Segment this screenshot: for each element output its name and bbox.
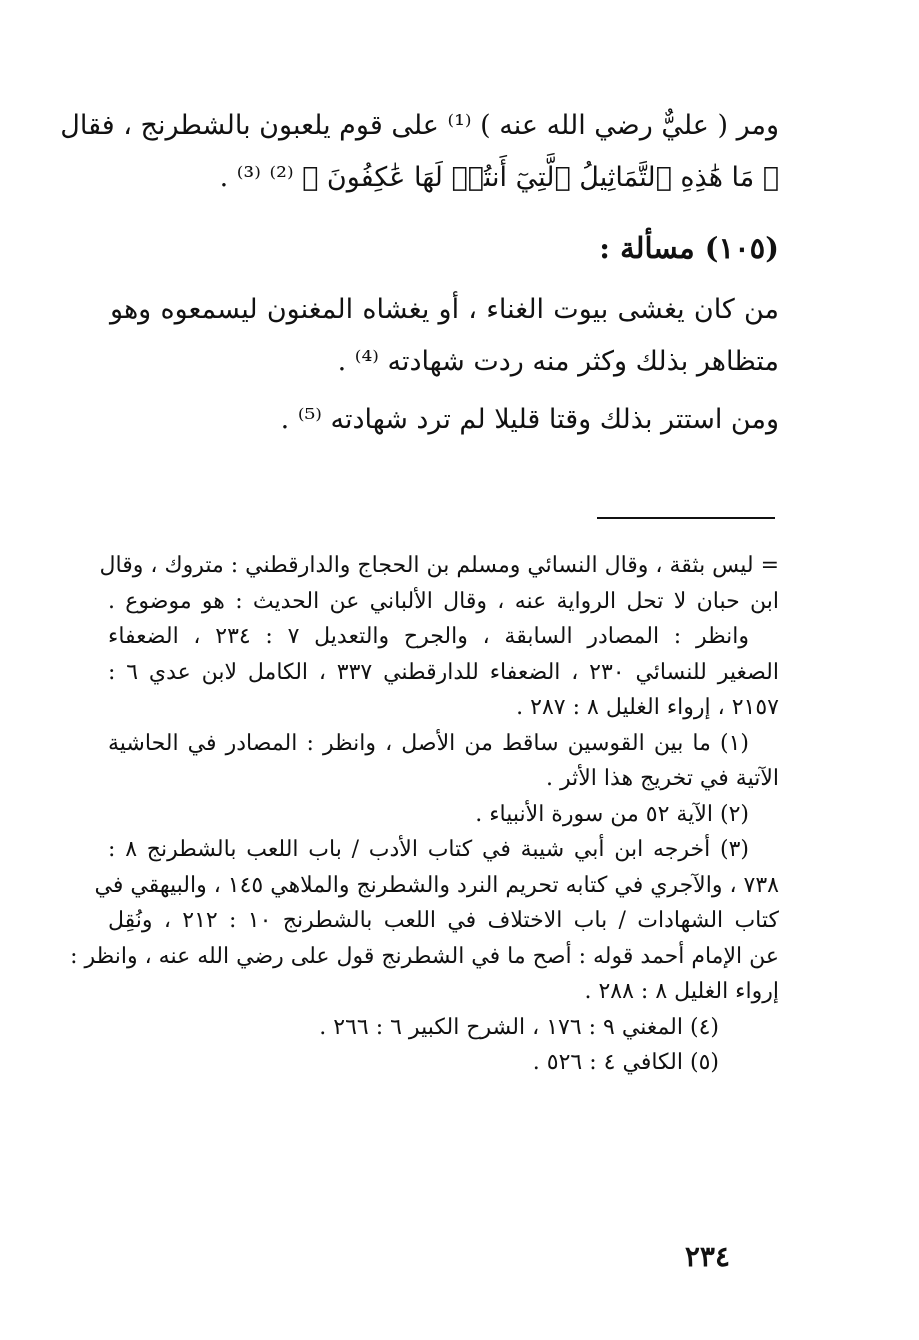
footnote-line: ٢١٥٧ ، إرواء الغليل ٨ : ٢٨٧ . bbox=[516, 695, 779, 720]
footnote-line: الصغير للنسائي ٢٣٠ ، الضعفاء للدارقطني ٣٣٧ ، الكامل لابن عدي ٦ : bbox=[108, 659, 779, 685]
main-line: ومن استتر بذلك وقتا قليلا لم ترد شهادته ⁽⁵⁾ . bbox=[280, 404, 779, 435]
footnote-line: إرواء الغليل ٨ : ٢٨٨ . bbox=[584, 979, 779, 1004]
footnote-line: (٥) الكافي ٤ : ٥٢٦ . bbox=[532, 1050, 719, 1075]
footnote-line: عن الإمام أحمد قوله : أصح ما في الشطرنج قول على رضي الله عنه ، وانظر : bbox=[70, 943, 779, 969]
footnote-line: (٣) أخرجه ابن أبي شيبة في كتاب الأدب / باب اللعب بالشطرنج ٨ : bbox=[108, 837, 749, 862]
section-heading: (١٠٥) مسألة : bbox=[599, 231, 779, 265]
footnote-line: (٤) المغني ٩ : ١٧٦ ، الشرح الكبير ٦ : ٢٦٦ . bbox=[319, 1014, 719, 1040]
footnote-line: الآتية في تخريج هذا الأثر . bbox=[546, 766, 779, 791]
footnote-line: (١) ما بين القوسين ساقط من الأصل ، وانظر : المصادر في الحاشية bbox=[108, 730, 749, 756]
footnotes bbox=[70, 548, 779, 1081]
footnote-line: (٢) الآية ٥٢ من سورة الأنبياء . bbox=[475, 801, 749, 827]
page-number: ٢٣٤ bbox=[684, 1240, 730, 1273]
footnote-line: كتاب الشهادات / باب الاختلاف في اللعب بالشطرنج ١٠ : ٢١٢ ، ونُقِل bbox=[108, 908, 779, 933]
footnote-line: ٧٣٨ ، والآجري في كتابه تحريم النرد والشطرنج والملاهي ١٤٥ ، والبيهقي في bbox=[94, 872, 779, 898]
footnote-separator bbox=[597, 517, 775, 519]
main-text bbox=[60, 100, 779, 446]
main-line: متظاهر بذلك وكثر منه ردت شهادته ⁽⁴⁾ . bbox=[337, 346, 779, 377]
main-line: ومر ( عليٌّ رضي الله عنه ) ⁽¹⁾ على قوم يلعبون بالشطرنج ، فقال bbox=[60, 110, 779, 141]
footnote-line: = ليس بثقة ، وقال النسائي ومسلم بن الحجاج والدارقطني : متروك ، وقال bbox=[99, 553, 779, 578]
footnote-line: وانظر : المصادر السابقة ، والجرح والتعديل ٧ : ٢٣٤ ، الضعفاء bbox=[108, 624, 749, 649]
quran-verse-line: ﴿ مَا هَٰذِهِ ٱلتَّمَاثِيلُ ٱلَّتِيٓ أَنتُمۡ لَهَا عَٰكِفُونَ ﴾ ⁽²⁾ ⁽³⁾ . bbox=[219, 162, 779, 193]
footnote-line: ابن حبان لا تحل الرواية عنه ، وقال الألباني عن الحديث : هو موضوع . bbox=[108, 588, 779, 614]
main-line: من كان يغشى بيوت الغناء ، أو يغشاه المغنون ليسمعوه وهو bbox=[110, 294, 779, 325]
